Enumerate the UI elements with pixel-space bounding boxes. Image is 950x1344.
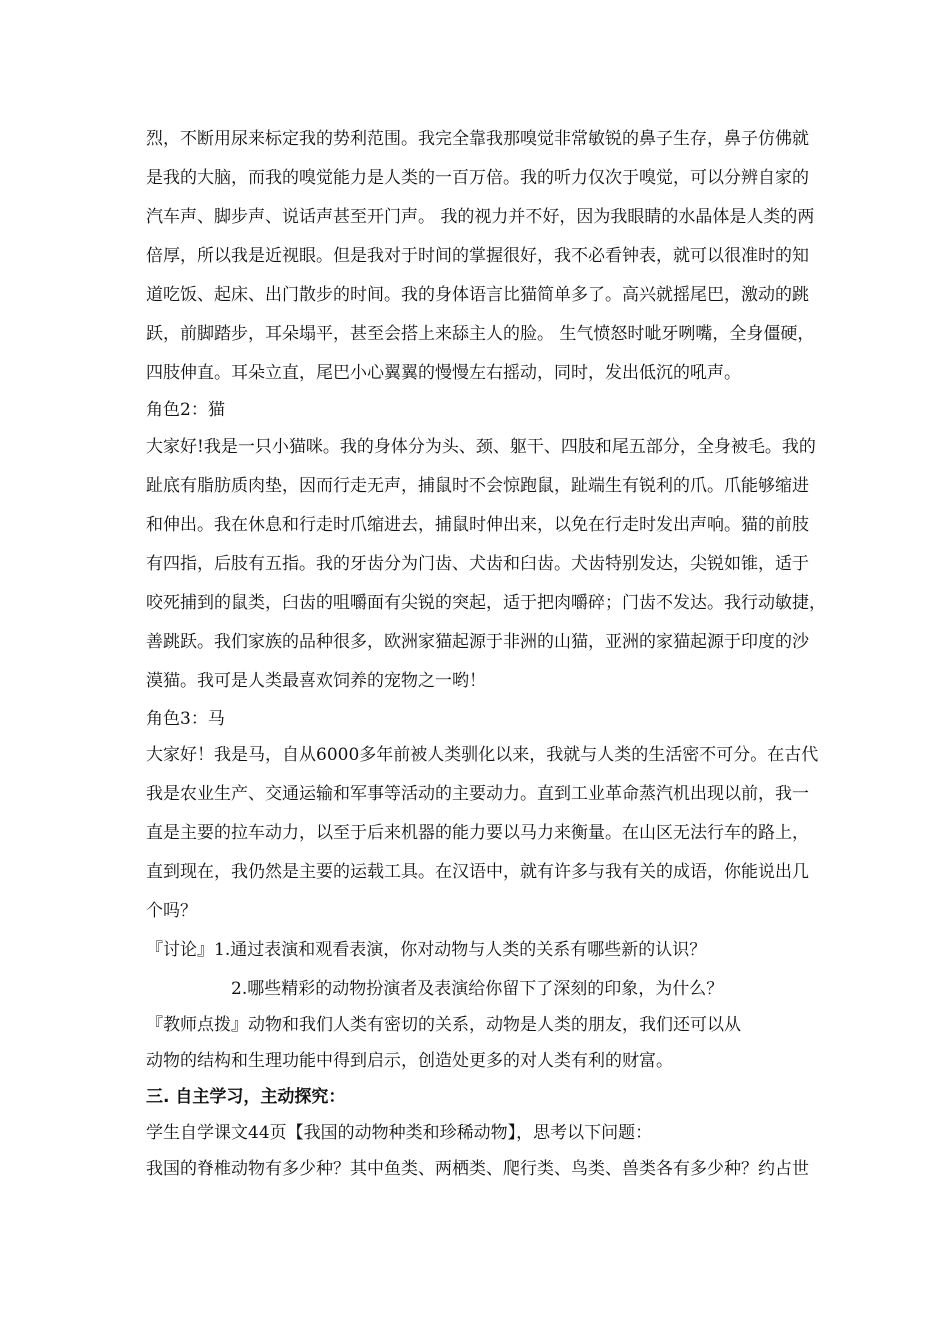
paragraph-line: 倍厚，所以我是近视眼。但是我对于时间的掌握很好，我不必看钟表，就可以很准时的知: [146, 246, 809, 266]
discussion-item: 2.哪些精彩的动物扮演者及表演给你留下了深刻的印象，为什么？: [231, 979, 724, 999]
paragraph-line: 趾底有脂肪质肉垫，因而行走无声，捕鼠时不会惊跑鼠，趾端生有锐利的爪。爪能够缩进: [146, 476, 809, 496]
paragraph-line: 大家好!我是一只小猫咪。我的身体分为头、颈、躯干、四肢和尾五部分，全身被毛。我的: [146, 437, 816, 457]
paragraph-line: 咬死捕到的鼠类，臼齿的咀嚼面有尖锐的突起，适于把肉嚼碎；门齿不发达。我行动敏捷，: [146, 593, 826, 613]
paragraph-line: 是我的大脑，而我的嗅觉能力是人类的一百万倍。我的听力仅次于嗅觉，可以分辨自家的: [146, 168, 809, 188]
paragraph-line: 四肢伸直。耳朵立直，尾巴小心翼翼的慢慢左右摇动，同时，发出低沉的吼声。: [146, 363, 741, 383]
paragraph-line: 个吗？: [146, 901, 197, 921]
paragraph-line: 有四指，后肢有五指。我的牙齿分为门齿、犬齿和臼齿。犬齿特别发达，尖锐如锥，适于: [146, 554, 809, 574]
paragraph-line: 跃，前脚踏步，耳朵塌平，甚至会搭上来舔主人的脸。 生气愤怒时呲牙咧嘴，全身僵硬，: [146, 324, 815, 344]
paragraph-line: 学生自学课文44页【我国的动物种类和珍稀动物】，思考以下问题：: [146, 1123, 653, 1143]
role-heading: 角色2：猫: [146, 400, 225, 420]
paragraph-line: 直到现在，我仍然是主要的运载工具。在汉语中，就有许多与我有关的成语，你能说出几: [146, 862, 809, 882]
section-heading: 三. 自主学习，主动探究：: [146, 1087, 346, 1107]
paragraph-line: 和伸出。我在休息和行走时爪缩进去，捕鼠时伸出来，以免在行走时发出声响。猫的前肢: [146, 515, 809, 535]
discussion-item: 『讨论』1.通过表演和观看表演，你对动物与人类的关系有哪些新的认识？: [146, 940, 707, 960]
paragraph-line: 我国的脊椎动物有多少种？其中鱼类、两栖类、爬行类、鸟类、兽类各有多少种？约占世: [146, 1159, 809, 1179]
teacher-note-line: 动物的结构和生理功能中得到启示，创造处更多的对人类有利的财富。: [146, 1051, 673, 1071]
paragraph-line: 漠猫。我可是人类最喜欢饲养的宠物之一哟！: [146, 671, 486, 691]
paragraph-line: 烈，不断用尿来标定我的势利范围。我完全靠我那嗅觉非常敏锐的鼻子生存，鼻子仿佛就: [146, 129, 809, 149]
paragraph-line: 道吃饭、起床、出门散步的时间。我的身体语言比猫简单多了。高兴就摇尾巴，激动的跳: [146, 285, 809, 305]
paragraph-line: 大家好！我是马，自从6000多年前被人类驯化以来，我就与人类的生活密不可分。在古代: [146, 745, 819, 765]
role-heading: 角色3：马: [146, 709, 225, 729]
paragraph-line: 我是农业生产、交通运输和军事等活动的主要动力。直到工业革命蒸汽机出现以前，我一: [146, 784, 809, 804]
paragraph-line: 汽车声、脚步声、说话声甚至开门声。 我的视力并不好，因为我眼睛的水晶体是人类的两: [146, 207, 815, 227]
paragraph-line: 善跳跃。我们家族的品种很多，欧洲家猫起源于非洲的山猫，亚洲的家猫起源于印度的沙: [146, 632, 809, 652]
paragraph-line: 直是主要的拉车动力，以至于后来机器的能力要以马力来衡量。在山区无法行车的路上，: [146, 823, 809, 843]
teacher-note-line: 『教师点拨』动物和我们人类有密切的关系，动物是人类的朋友，我们还可以从: [146, 1015, 741, 1035]
